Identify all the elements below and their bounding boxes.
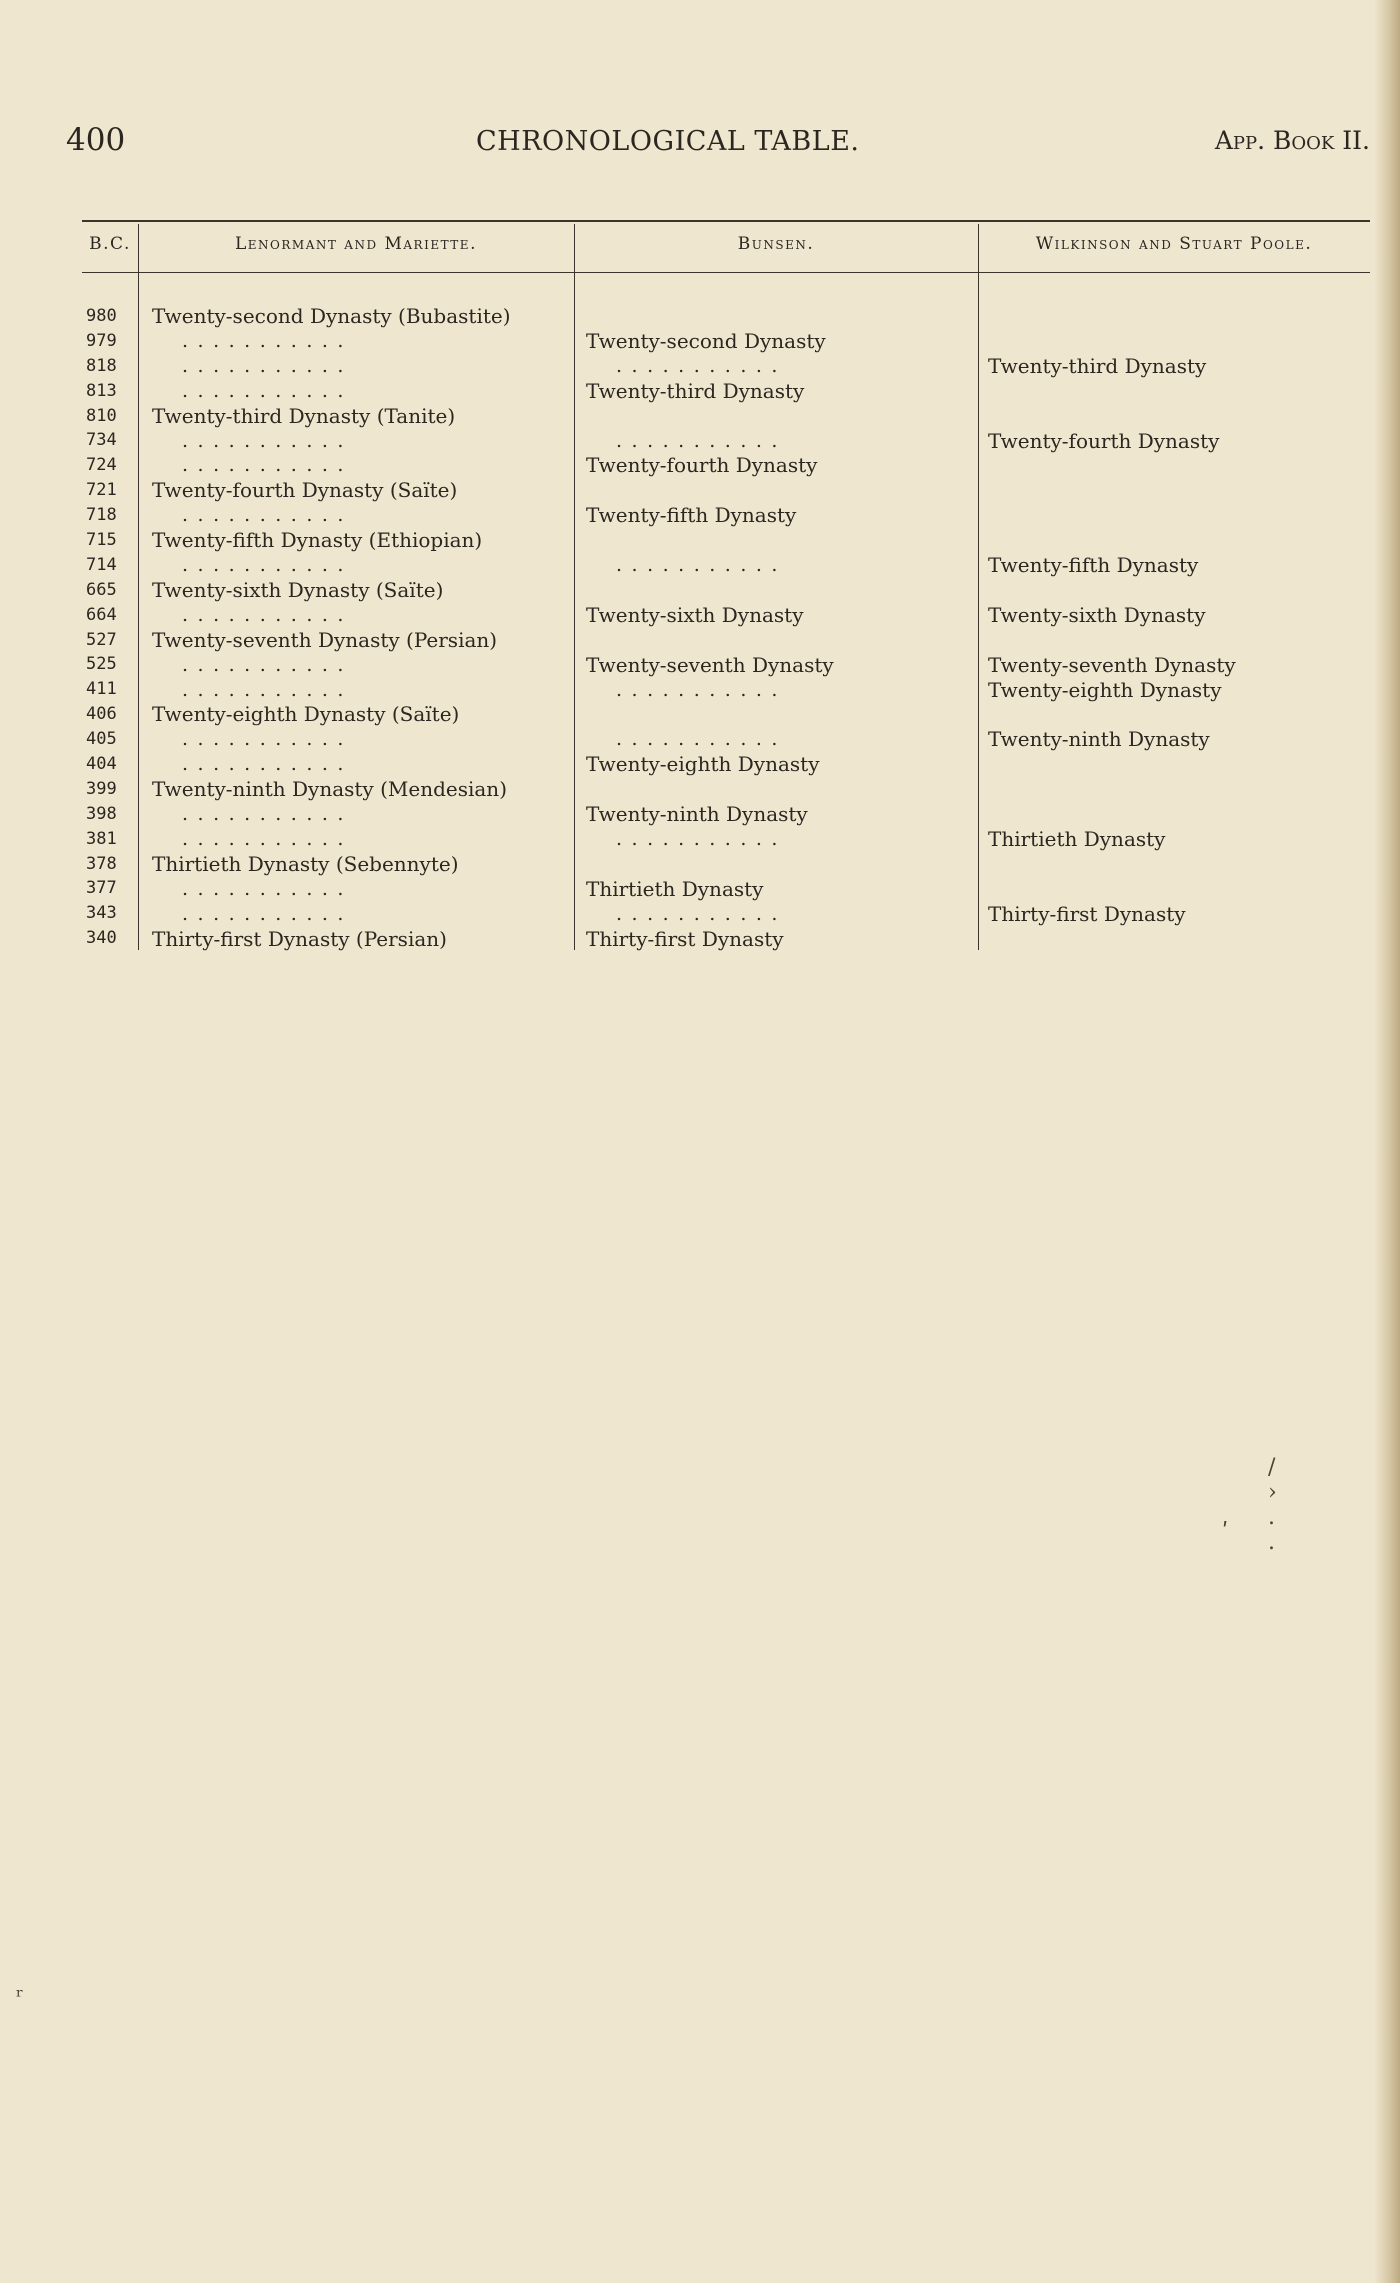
page-gutter-shadow bbox=[1374, 0, 1400, 2283]
dynasty-entry: Thirtieth Dynasty bbox=[586, 876, 764, 901]
dynasty-entry: Twenty-third Dynasty bbox=[988, 353, 1207, 378]
column-divider bbox=[978, 224, 979, 950]
stray-mark: ʳ bbox=[16, 1985, 24, 2010]
ditto-dots: ........... bbox=[616, 902, 787, 925]
ditto-dots: ........... bbox=[182, 728, 353, 751]
column-divider bbox=[574, 224, 575, 950]
year-cell: 979 bbox=[86, 330, 117, 351]
dynasty-entry: Twenty-fourth Dynasty (Saïte) bbox=[152, 478, 458, 503]
dynasty-entry: Twenty-second Dynasty bbox=[586, 328, 826, 353]
ditto-dots: ........... bbox=[182, 454, 353, 477]
year-cell: 381 bbox=[86, 828, 117, 849]
ditto-dots: ........... bbox=[182, 753, 353, 776]
year-cell: 378 bbox=[86, 853, 117, 874]
dynasty-entry: Thirty-first Dynasty bbox=[586, 926, 784, 951]
stray-mark: ʹ bbox=[1222, 1520, 1229, 1545]
ditto-dots: ........... bbox=[182, 902, 353, 925]
ditto-dots: ........... bbox=[182, 379, 353, 402]
dynasty-entry: Twenty-sixth Dynasty (Saïte) bbox=[152, 577, 444, 602]
year-cell: 398 bbox=[86, 803, 117, 824]
dynasty-entry: Twenty-fourth Dynasty bbox=[988, 428, 1220, 453]
year-cell: 405 bbox=[86, 729, 117, 750]
column-header-lenormant-mariette: Lenormant and Mariette. bbox=[235, 234, 477, 254]
ditto-dots: ........... bbox=[182, 429, 353, 452]
year-cell: 406 bbox=[86, 704, 117, 725]
year-cell: 665 bbox=[86, 579, 117, 600]
column-divider bbox=[138, 224, 139, 950]
ditto-dots: ........... bbox=[182, 329, 353, 352]
table-header-rule bbox=[82, 272, 1370, 273]
year-column bbox=[86, 304, 117, 951]
ditto-dots: ........... bbox=[616, 554, 787, 576]
ditto-dots: ........... bbox=[182, 354, 353, 377]
column-header-bc: B.C. bbox=[89, 234, 131, 254]
year-cell: 715 bbox=[86, 530, 117, 551]
dynasty-entry: Twenty-fifth Dynasty bbox=[988, 553, 1199, 577]
dynasty-entry: Twenty-sixth Dynasty bbox=[586, 602, 804, 627]
dynasty-entry: Twenty-ninth Dynasty bbox=[586, 802, 808, 826]
year-cell: 399 bbox=[86, 778, 117, 799]
ditto-dots: ........... bbox=[182, 603, 353, 626]
ditto-dots: ........... bbox=[616, 827, 787, 850]
year-cell: 527 bbox=[86, 629, 117, 650]
year-cell: 818 bbox=[86, 355, 117, 376]
year-cell: 404 bbox=[86, 754, 117, 775]
dynasty-entry: Twenty-ninth Dynasty (Mendesian) bbox=[152, 777, 507, 802]
dynasty-entry: Twenty-eighth Dynasty (Saïte) bbox=[152, 702, 460, 727]
year-cell: 343 bbox=[86, 903, 117, 924]
dynasty-entry: Twenty-eighth Dynasty bbox=[988, 677, 1222, 702]
dynasty-entry: Twenty-seventh Dynasty bbox=[586, 652, 834, 677]
dynasty-entry: Twenty-third Dynasty (Tanite) bbox=[152, 403, 456, 428]
year-cell: 980 bbox=[86, 306, 117, 326]
ditto-dots: ........... bbox=[616, 354, 787, 377]
year-cell: 714 bbox=[86, 554, 117, 575]
dynasty-entry: Twenty-seventh Dynasty bbox=[988, 652, 1236, 677]
year-cell: 813 bbox=[86, 380, 117, 401]
year-cell: 525 bbox=[86, 654, 117, 675]
year-cell: 664 bbox=[86, 604, 117, 625]
running-title: CHRONOLOGICAL TABLE. bbox=[476, 126, 860, 157]
ditto-dots: ........... bbox=[182, 803, 353, 825]
ditto-dots: ........... bbox=[616, 728, 787, 751]
dynasty-entry: Thirtieth Dynasty (Sebennyte) bbox=[152, 851, 459, 876]
dynasty-entry: Twenty-second Dynasty (Bubastite) bbox=[152, 304, 511, 328]
dynasty-entry: Twenty-eighth Dynasty bbox=[586, 752, 820, 777]
table-top-rule bbox=[82, 220, 1370, 222]
running-header bbox=[66, 122, 1370, 168]
running-section: App. Book II. bbox=[1214, 126, 1370, 155]
stray-mark: / › . . bbox=[1268, 1455, 1277, 1555]
dynasty-entry: Twenty-fifth Dynasty (Ethiopian) bbox=[152, 528, 483, 553]
dynasty-entry: Thirtieth Dynasty bbox=[988, 826, 1166, 851]
year-cell: 724 bbox=[86, 455, 117, 476]
dynasty-entry: Twenty-third Dynasty bbox=[586, 378, 805, 403]
year-cell: 377 bbox=[86, 878, 117, 899]
chronological-table bbox=[82, 220, 1370, 950]
dynasty-entry: Twenty-sixth Dynasty bbox=[988, 602, 1206, 627]
column-header-bunsen: Bunsen. bbox=[737, 234, 815, 254]
ditto-dots: ........... bbox=[182, 504, 353, 527]
page-number: 400 bbox=[66, 122, 126, 158]
dynasty-entry: Thirty-first Dynasty (Persian) bbox=[152, 926, 447, 951]
dynasty-entry: Twenty-seventh Dynasty (Persian) bbox=[152, 627, 498, 652]
year-cell: 810 bbox=[86, 405, 117, 426]
ditto-dots: ........... bbox=[182, 653, 353, 676]
year-cell: 734 bbox=[86, 430, 117, 451]
ditto-dots: ........... bbox=[182, 554, 353, 576]
year-cell: 721 bbox=[86, 480, 117, 501]
ditto-dots: ........... bbox=[616, 429, 787, 452]
dynasty-entry: Twenty-fourth Dynasty bbox=[586, 453, 818, 478]
ditto-dots: ........... bbox=[182, 877, 353, 900]
ditto-dots: ........... bbox=[182, 678, 353, 701]
year-cell: 718 bbox=[86, 505, 117, 526]
column-header-wilkinson-poole: Wilkinson and Stuart Poole. bbox=[1035, 234, 1313, 254]
ditto-dots: ........... bbox=[616, 678, 787, 701]
dynasty-entry: Thirty-first Dynasty bbox=[988, 901, 1186, 926]
dynasty-entry: Twenty-ninth Dynasty bbox=[988, 727, 1210, 752]
dynasty-entry: Twenty-fifth Dynasty bbox=[586, 503, 797, 528]
year-cell: 411 bbox=[86, 679, 117, 700]
ditto-dots: ........... bbox=[182, 827, 353, 850]
year-cell: 340 bbox=[86, 928, 117, 949]
